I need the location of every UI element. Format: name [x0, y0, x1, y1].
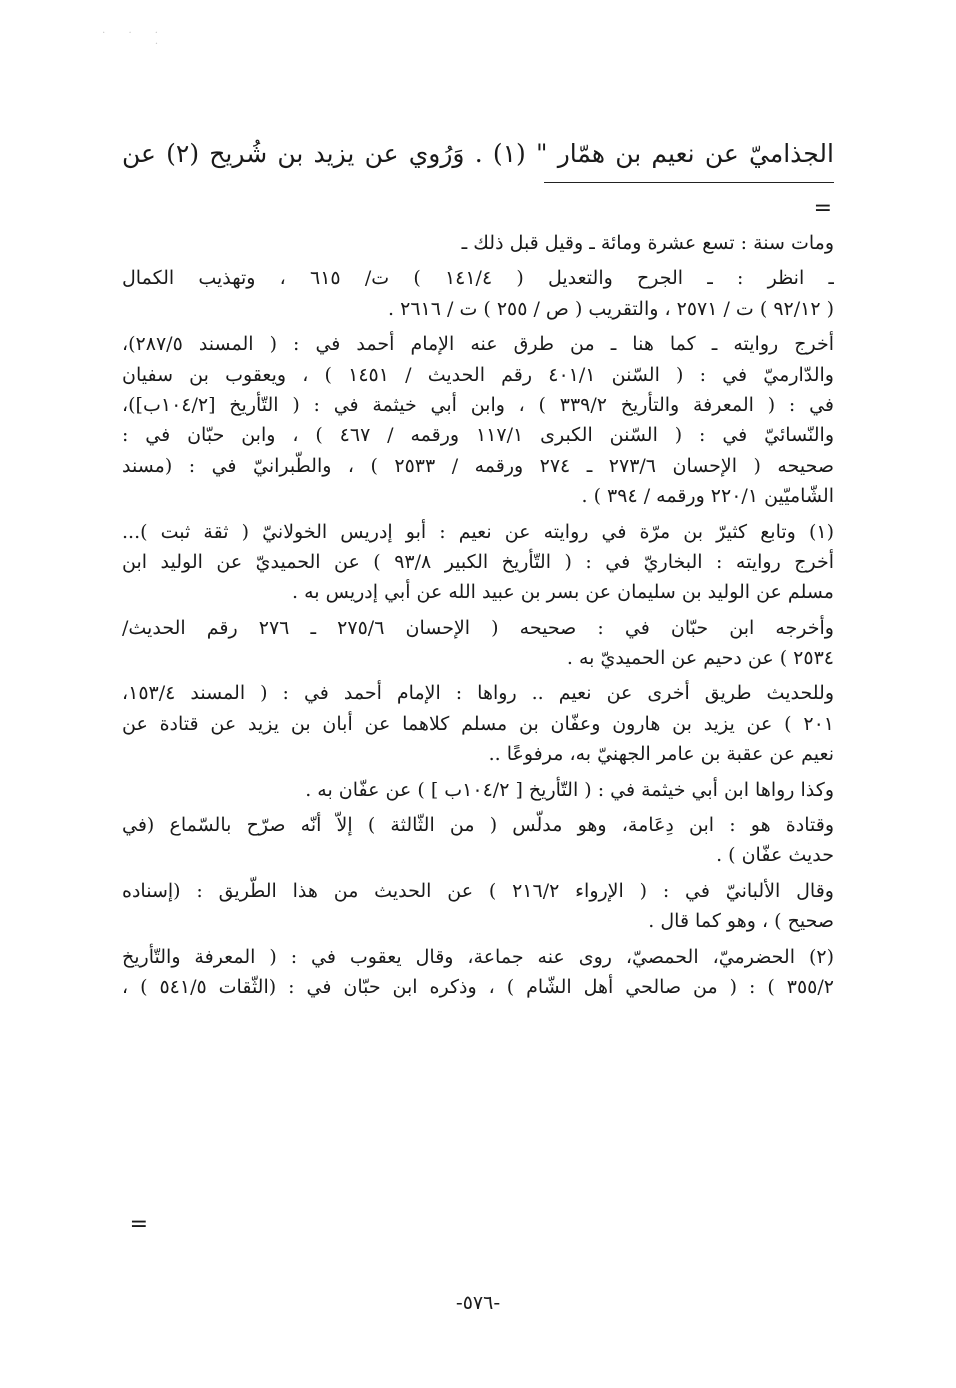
footnote-line: (٢) الحضرميّ، الحمصيّ، روى عنه جماعة، وقال يعقوب في : ( المعرفة والتّأريخ	[122, 945, 834, 968]
footnotes-block	[122, 228, 834, 1002]
footnote-line: ٢٠١ ) عن يزيد بن هارون وعفّان بن مسلم كلاهما عن أبان بن يزيد عن قتادة عن	[122, 712, 834, 735]
footnote-line: مسلم عن الوليد بن سليمان عن بسر بن عبيد الله عن أبي إدريس به .	[292, 581, 834, 604]
footnote-line: وكذا رواها ابن أبي خيثمة في : ( التّأريخ [ ١٠٤/٢ب ] ) عن عفّان به .	[305, 778, 834, 801]
footnote-line: ومات سنة : تسع عشرة ومائة ـ وقيل قبل ذلك ـ	[461, 232, 834, 254]
continuation-mark-top: =	[813, 196, 832, 221]
footnote-line: الشّاميّين ٢٢٠/١ ورقمه / ٣٩٤ ) .	[581, 485, 834, 508]
footnote-line: وقتادة هو : ابن دِعَامة، وهو مدلّس ( من الثّالثة ) إلاّ أنّه صرّح بالسّماع (في	[122, 814, 834, 837]
footnote-line: والنّسائيّ في : ( السّنن الكبرى ١١٧/١ ورقمه / ٤٦٧ ) ، وابن حبّان في :	[122, 424, 834, 447]
scan-speckle: · · · ·	[102, 28, 168, 50]
footnote-line: صحيحه ( الإحسان ٢٧٣/٦ ـ ٢٧٤ ورقمه / ٢٥٣٣ ) ، والطّبرانيّ في : (مسند	[122, 454, 834, 477]
main-text-line: الجذاميّ عن نعيم بن همّار " (١) . وَرُوي عن يزيد بن شُريح (٢) عن	[122, 139, 834, 168]
footnote-line: نعيم عن عقبة بن عامر الجهنيّ به، مرفوعًا ..	[488, 743, 834, 766]
footnote-line: والدّارميّ في : ( السّنن ٤٠١/١ رقم الحديث / ١٤٥١ ) ، ويعقوب بن سفيان	[122, 363, 834, 386]
footnote-line: حديث عفّان ) .	[716, 844, 834, 867]
footnote-line: وأخرجه ابن حبّان في : صحيحه ( الإحسان ٢٧٥/٦ ـ ٢٧٦ رقم الحديث/	[122, 616, 834, 639]
footnote-line: في : ( المعرفة والتأريخ ٣٣٩/٢ ) ، وابن أبي خيثمة في : ( التّأريخ [١٠٤/٢ب])،	[122, 393, 834, 416]
footnote-line: ـ انظر : ـ الجرح والتعديل ( ١٤١/٤ ) ت/ ٦١٥ ، وتهذيب الكمال	[122, 267, 834, 290]
continuation-mark-bottom: =	[129, 1212, 148, 1237]
page-number: -٥٧٦-	[455, 1292, 501, 1314]
footnote-line: وقال الألبانيّ في : ( الإرواء ٢١٦/٢ ) عن الحديث من هذا الطّريق : (إسناده	[122, 879, 834, 902]
footnote-line: وللحديث طريق أخرى عن نعيم .. رواها : الإمام أحمد في : ( المسند ١٥٣/٤،	[122, 682, 834, 705]
footnote-line: أخرج روايته : البخاريّ في : ( التّأريخ الكبير ٩٣/٨ ) عن الحميديّ عن الوليد ابن	[122, 550, 834, 573]
footnote-line: ( ٩٢/١٢ ) ت / ٢٥٧١ ، والتقريب ( ص / ٢٥٥ ) ت / ٢٦١٦ .	[388, 297, 834, 320]
footnote-line: أخرج روايته ـ كما هنا ـ من طرق عنه الإمام أحمد في : ( المسند ٢٨٧/٥)،	[122, 333, 834, 356]
footnote-line: صحيح ) ، وهو كما قال .	[648, 910, 834, 933]
footnote-separator	[544, 182, 834, 183]
footnote-line: (١) وتابع كثيرّ بن مرّة في روايته عن نعيم : أبو إدريس الخولانيّ ( ثقة ثبت )...	[122, 520, 834, 543]
footnote-line: ٢٥٣٤ ) عن دحيم عن الحميديّ به .	[566, 647, 834, 670]
footnote-line: ٣٥٥/٢ ) : ( من صالحي أهل الشّام ) ، وذكره ابن حبّان في : (الثّقات ٥٤١/٥ ) ،	[122, 975, 834, 998]
